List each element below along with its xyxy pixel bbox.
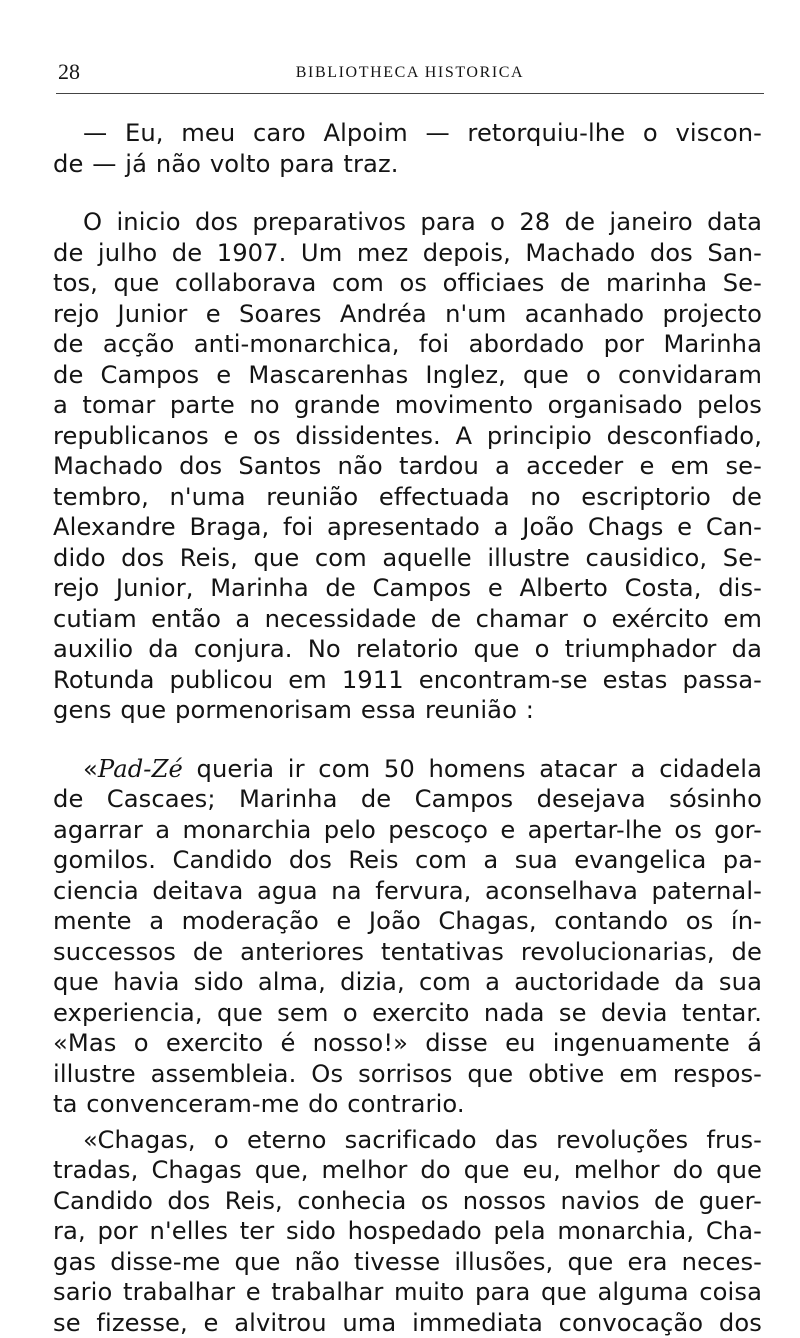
text-line: republicanos e os dissidentes. A principio desconfiado,: [53, 421, 762, 452]
text-line: Rotunda publicou em 1911 encontram-se estas passa-: [53, 665, 762, 696]
text-line: sario trabalhar e trabalhar muito para que alguma coisa: [53, 1277, 762, 1308]
text-line: dido dos Reis, que com aquelle illustre causidico, Se-: [53, 543, 762, 574]
text-line: se fizesse, e alvitrou uma immediata convocação dos: [53, 1308, 762, 1338]
page-header: [58, 60, 762, 84]
text-line: illustre assembleia. Os sorrisos que obtive em respos-: [53, 1059, 762, 1090]
text-line: Alexandre Braga, foi apresentado a João Chags e Can-: [53, 512, 762, 543]
text-line: de — já não volto para traz.: [53, 149, 762, 180]
text-line: «Mas o exercito é nosso!» disse eu ingenuamente á: [53, 1028, 762, 1059]
text-line: tembro, n'uma reunião effectuada no escriptorio de: [53, 482, 762, 513]
text-line: ciencia deitava agua na fervura, aconselhava paternal-: [53, 876, 762, 907]
text-line: experiencia, que sem o exercito nada se devia tentar.: [53, 998, 762, 1029]
text-line: Machado dos Santos não tardou a acceder e em se-: [53, 451, 762, 482]
text-line: gas disse-me que não tivesse illusões, que era neces-: [53, 1247, 762, 1278]
text-line: O inicio dos preparativos para o 28 de janeiro data: [53, 207, 762, 238]
text-line: [53, 754, 762, 785]
text-line: a tomar parte no grande movimento organisado pelos: [53, 390, 762, 421]
italic-name: Pad-Zé: [98, 755, 183, 783]
paragraph-gap: [53, 726, 762, 754]
body-text: [53, 118, 762, 1338]
text-line: cutiam então a necessidade de chamar o exército em: [53, 604, 762, 635]
paragraph-4: [53, 1125, 762, 1338]
text-line: gens que pormenorisam essa reunião :: [53, 695, 762, 726]
paragraph-3: [53, 754, 762, 1120]
running-title: BIBLIOTHECA HISTORICA: [58, 63, 762, 83]
text-line: — Eu, meu caro Alpoim — retorquiu-lhe o viscon-: [53, 118, 762, 149]
text-line: rejo Junior e Soares Andréa n'um acanhado projecto: [53, 299, 762, 330]
text-line: de julho de 1907. Um mez depois, Machado dos San-: [53, 238, 762, 269]
paragraph-gap: [53, 179, 762, 207]
line-rest: queria ir com 50 homens atacar a cidadela: [183, 755, 762, 783]
text-line: «Chagas, o eterno sacrificado das revoluções frus-: [53, 1125, 762, 1156]
text-line: agarrar a monarchia pelo pescoço e apertar-lhe os gor-: [53, 815, 762, 846]
text-line: gomilos. Candido dos Reis com a sua evangelica pa-: [53, 845, 762, 876]
page-number: 28: [58, 60, 80, 84]
text-line: ra, por n'elles ter sido hospedado pela monarchia, Cha-: [53, 1216, 762, 1247]
text-line: mente a moderação e João Chagas, contando os ín-: [53, 906, 762, 937]
text-line: rejo Junior, Marinha de Campos e Alberto Costa, dis-: [53, 573, 762, 604]
open-quote: «: [83, 755, 98, 783]
paragraph-2: [53, 207, 762, 726]
text-line: de Cascaes; Marinha de Campos desejava sósinho: [53, 784, 762, 815]
text-line: ta convenceram-me do contrario.: [53, 1089, 762, 1120]
paragraph-1: [53, 118, 762, 179]
text-line: successos de anteriores tentativas revolucionarias, de: [53, 937, 762, 968]
text-line: auxilio da conjura. No relatorio que o triumphador da: [53, 634, 762, 665]
text-line: Candido dos Reis, conhecia os nossos navios de guer-: [53, 1186, 762, 1217]
header-rule: [56, 93, 764, 94]
text-line: tos, que collaborava com os officiaes de marinha Se-: [53, 268, 762, 299]
text-line: de Campos e Mascarenhas Inglez, que o convidaram: [53, 360, 762, 391]
text-line: tradas, Chagas que, melhor do que eu, melhor do que: [53, 1155, 762, 1186]
text-line: que havia sido alma, dizia, com a auctoridade da sua: [53, 967, 762, 998]
text-line: de acção anti-monarchica, foi abordado por Marinha: [53, 329, 762, 360]
